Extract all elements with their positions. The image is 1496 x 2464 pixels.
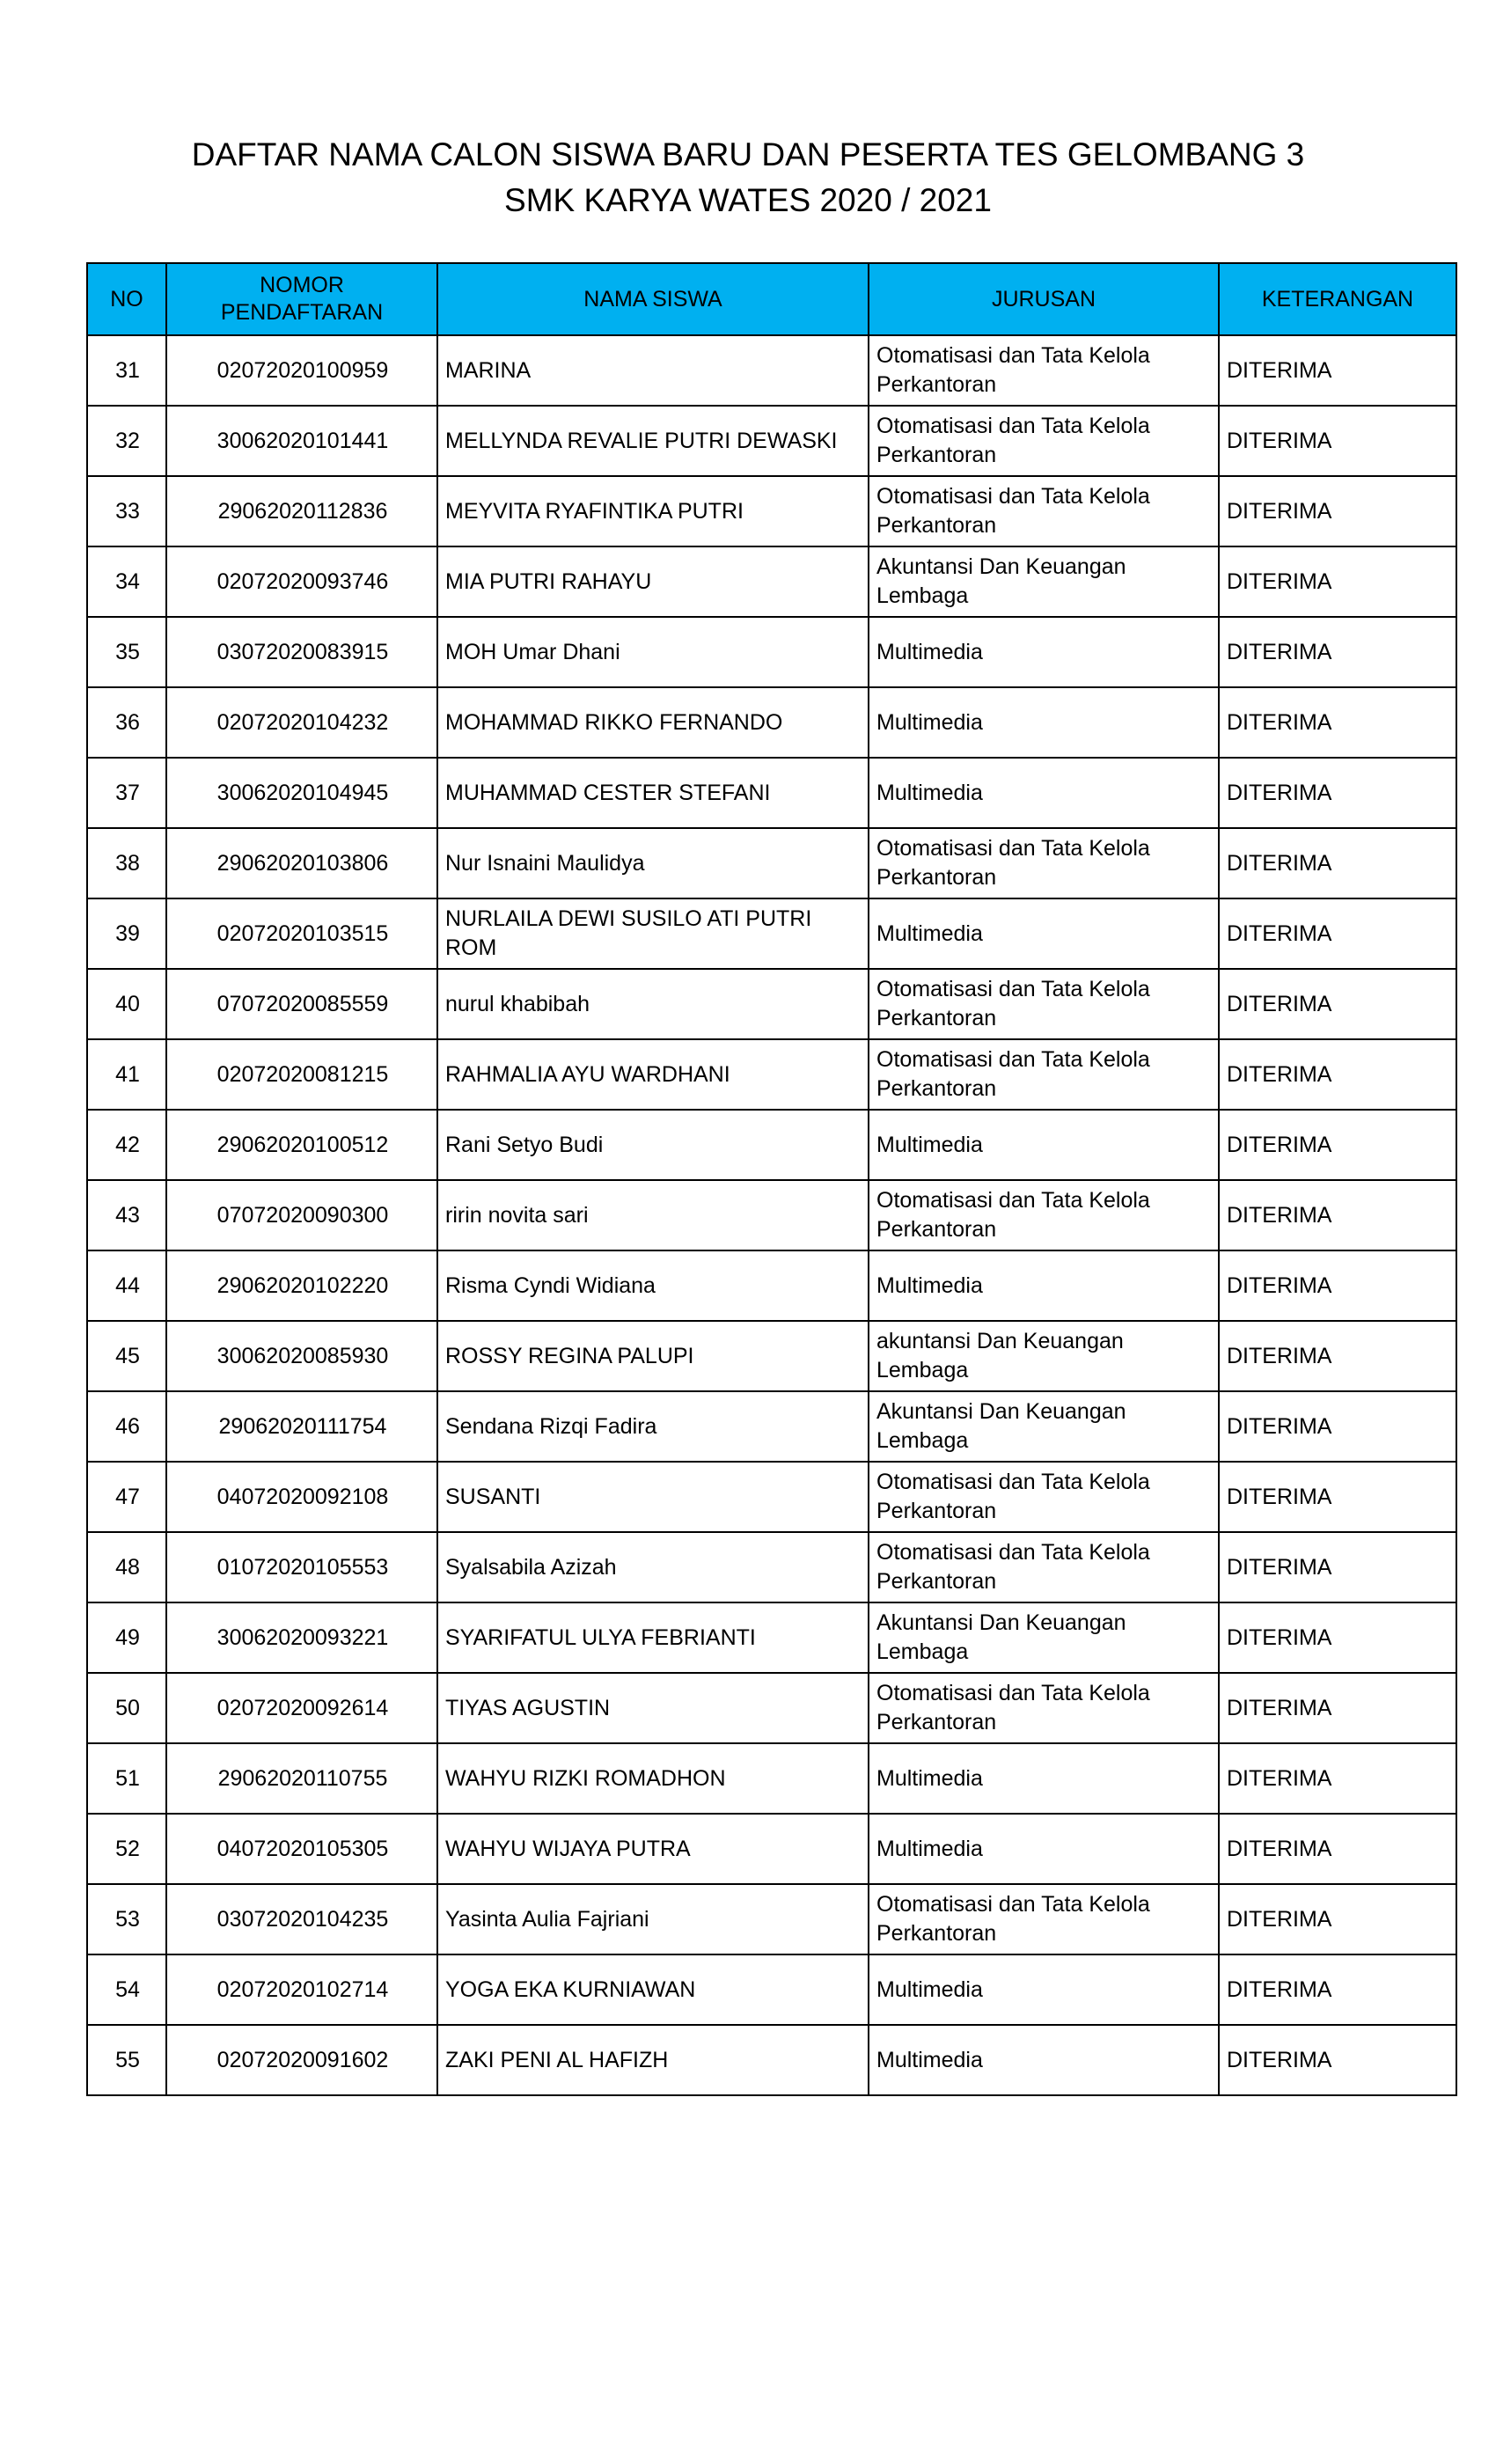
cell-nama: MEYVITA RYAFINTIKA PUTRI — [437, 476, 869, 546]
cell-nama: MOHAMMAD RIKKO FERNANDO — [437, 687, 869, 758]
table-row — [87, 1532, 1456, 1602]
cell-keterangan: DITERIMA — [1219, 1743, 1456, 1814]
cell-no: 42 — [87, 1110, 166, 1180]
cell-keterangan: DITERIMA — [1219, 1180, 1456, 1250]
table-row — [87, 2025, 1456, 2095]
header-no: NO — [87, 263, 166, 335]
cell-nomor: 29062020111754 — [166, 1391, 437, 1462]
cell-nomor: 02072020100959 — [166, 335, 437, 406]
cell-nomor: 02072020091602 — [166, 2025, 437, 2095]
cell-no: 44 — [87, 1250, 166, 1321]
cell-keterangan: DITERIMA — [1219, 898, 1456, 969]
cell-nama: RAHMALIA AYU WARDHANI — [437, 1039, 869, 1110]
cell-keterangan: DITERIMA — [1219, 1884, 1456, 1954]
cell-no: 36 — [87, 687, 166, 758]
cell-nama: Risma Cyndi Widiana — [437, 1250, 869, 1321]
table-row — [87, 1110, 1456, 1180]
cell-no: 38 — [87, 828, 166, 898]
cell-keterangan: DITERIMA — [1219, 1532, 1456, 1602]
cell-jurusan: Multimedia — [869, 2025, 1219, 2095]
cell-keterangan: DITERIMA — [1219, 1110, 1456, 1180]
cell-jurusan: Otomatisasi dan Tata Kelola Perkantoran — [869, 406, 1219, 476]
cell-jurusan: Multimedia — [869, 898, 1219, 969]
cell-keterangan: DITERIMA — [1219, 1039, 1456, 1110]
cell-no: 49 — [87, 1602, 166, 1673]
cell-nama: MIA PUTRI RAHAYU — [437, 546, 869, 617]
cell-no: 53 — [87, 1884, 166, 1954]
table-row — [87, 1884, 1456, 1954]
cell-nama: Syalsabila Azizah — [437, 1532, 869, 1602]
cell-jurusan: Otomatisasi dan Tata Kelola Perkantoran — [869, 828, 1219, 898]
table-row — [87, 1180, 1456, 1250]
cell-jurusan: Multimedia — [869, 1250, 1219, 1321]
cell-nama: ririn novita sari — [437, 1180, 869, 1250]
cell-keterangan: DITERIMA — [1219, 969, 1456, 1039]
cell-nomor: 29062020100512 — [166, 1110, 437, 1180]
cell-nama: MARINA — [437, 335, 869, 406]
cell-nomor: 30062020093221 — [166, 1602, 437, 1673]
cell-nama: ZAKI PENI AL HAFIZH — [437, 2025, 869, 2095]
cell-nomor: 30062020085930 — [166, 1321, 437, 1391]
cell-nama: MUHAMMAD CESTER STEFANI — [437, 758, 869, 828]
cell-nomor: 01072020105553 — [166, 1532, 437, 1602]
table-row — [87, 1250, 1456, 1321]
cell-no: 31 — [87, 335, 166, 406]
cell-jurusan: Multimedia — [869, 758, 1219, 828]
cell-keterangan: DITERIMA — [1219, 335, 1456, 406]
cell-jurusan: Otomatisasi dan Tata Kelola Perkantoran — [869, 1039, 1219, 1110]
cell-nama: ROSSY REGINA PALUPI — [437, 1321, 869, 1391]
table-row — [87, 1602, 1456, 1673]
table-row — [87, 1039, 1456, 1110]
cell-jurusan: akuntansi Dan Keuangan Lembaga — [869, 1321, 1219, 1391]
table-row — [87, 476, 1456, 546]
cell-nama: TIYAS AGUSTIN — [437, 1673, 869, 1743]
cell-nama: SYARIFATUL ULYA FEBRIANTI — [437, 1602, 869, 1673]
cell-jurusan: Multimedia — [869, 1814, 1219, 1884]
cell-no: 35 — [87, 617, 166, 687]
cell-keterangan: DITERIMA — [1219, 1673, 1456, 1743]
cell-nomor: 29062020112836 — [166, 476, 437, 546]
cell-nama: MOH Umar Dhani — [437, 617, 869, 687]
cell-nama: WAHYU RIZKI ROMADHON — [437, 1743, 869, 1814]
cell-keterangan: DITERIMA — [1219, 617, 1456, 687]
cell-nomor: 30062020101441 — [166, 406, 437, 476]
cell-nomor: 29062020110755 — [166, 1743, 437, 1814]
cell-jurusan: Akuntansi Dan Keuangan Lembaga — [869, 546, 1219, 617]
table-row — [87, 617, 1456, 687]
cell-keterangan: DITERIMA — [1219, 546, 1456, 617]
cell-no: 50 — [87, 1673, 166, 1743]
cell-jurusan: Multimedia — [869, 1743, 1219, 1814]
document-title — [0, 132, 1496, 224]
cell-keterangan: DITERIMA — [1219, 687, 1456, 758]
table-header-row — [87, 263, 1456, 335]
cell-jurusan: Akuntansi Dan Keuangan Lembaga — [869, 1602, 1219, 1673]
cell-keterangan: DITERIMA — [1219, 1462, 1456, 1532]
cell-no: 52 — [87, 1814, 166, 1884]
cell-jurusan: Otomatisasi dan Tata Kelola Perkantoran — [869, 1462, 1219, 1532]
table-row — [87, 758, 1456, 828]
cell-jurusan: Otomatisasi dan Tata Kelola Perkantoran — [869, 335, 1219, 406]
cell-nomor: 04072020092108 — [166, 1462, 437, 1532]
cell-nama: Yasinta Aulia Fajriani — [437, 1884, 869, 1954]
cell-no: 41 — [87, 1039, 166, 1110]
cell-jurusan: Otomatisasi dan Tata Kelola Perkantoran — [869, 1884, 1219, 1954]
students-table — [86, 262, 1457, 2096]
cell-no: 51 — [87, 1743, 166, 1814]
cell-no: 55 — [87, 2025, 166, 2095]
title-line-2: SMK KARYA WATES 2020 / 2021 — [504, 182, 992, 218]
cell-nomor: 03072020083915 — [166, 617, 437, 687]
cell-nomor: 03072020104235 — [166, 1884, 437, 1954]
header-nama-siswa: NAMA SISWA — [437, 263, 869, 335]
cell-jurusan: Multimedia — [869, 1110, 1219, 1180]
cell-keterangan: DITERIMA — [1219, 828, 1456, 898]
table-row — [87, 1673, 1456, 1743]
header-nomor-pendaftaran: NOMOR PENDAFTARAN — [166, 263, 437, 335]
table-row — [87, 1954, 1456, 2025]
cell-jurusan: Otomatisasi dan Tata Kelola Perkantoran — [869, 476, 1219, 546]
cell-no: 45 — [87, 1321, 166, 1391]
cell-keterangan: DITERIMA — [1219, 406, 1456, 476]
cell-nama: Nur Isnaini Maulidya — [437, 828, 869, 898]
cell-keterangan: DITERIMA — [1219, 2025, 1456, 2095]
table-row — [87, 1814, 1456, 1884]
cell-no: 47 — [87, 1462, 166, 1532]
cell-nomor: 29062020103806 — [166, 828, 437, 898]
cell-nomor: 02072020103515 — [166, 898, 437, 969]
cell-no: 46 — [87, 1391, 166, 1462]
cell-nama: NURLAILA DEWI SUSILO ATI PUTRI ROM — [437, 898, 869, 969]
table-row — [87, 1321, 1456, 1391]
table-row — [87, 546, 1456, 617]
cell-no: 54 — [87, 1954, 166, 2025]
cell-keterangan: DITERIMA — [1219, 1321, 1456, 1391]
cell-nama: Sendana Rizqi Fadira — [437, 1391, 869, 1462]
cell-nomor: 02072020104232 — [166, 687, 437, 758]
table-row — [87, 1462, 1456, 1532]
table-row — [87, 687, 1456, 758]
cell-no: 39 — [87, 898, 166, 969]
cell-jurusan: Multimedia — [869, 1954, 1219, 2025]
cell-jurusan: Multimedia — [869, 687, 1219, 758]
cell-nama: SUSANTI — [437, 1462, 869, 1532]
cell-nomor: 07072020085559 — [166, 969, 437, 1039]
cell-keterangan: DITERIMA — [1219, 1391, 1456, 1462]
table-body — [87, 335, 1456, 2095]
cell-jurusan: Akuntansi Dan Keuangan Lembaga — [869, 1391, 1219, 1462]
cell-nomor: 02072020092614 — [166, 1673, 437, 1743]
title-line-1: DAFTAR NAMA CALON SISWA BARU DAN PESERTA TES GELOMBANG 3 — [191, 136, 1305, 172]
cell-keterangan: DITERIMA — [1219, 1602, 1456, 1673]
cell-no: 43 — [87, 1180, 166, 1250]
cell-nama: WAHYU WIJAYA PUTRA — [437, 1814, 869, 1884]
cell-keterangan: DITERIMA — [1219, 1250, 1456, 1321]
cell-no: 48 — [87, 1532, 166, 1602]
cell-jurusan: Otomatisasi dan Tata Kelola Perkantoran — [869, 1180, 1219, 1250]
cell-no: 40 — [87, 969, 166, 1039]
cell-keterangan: DITERIMA — [1219, 476, 1456, 546]
cell-jurusan: Otomatisasi dan Tata Kelola Perkantoran — [869, 1532, 1219, 1602]
table-row — [87, 406, 1456, 476]
cell-no: 37 — [87, 758, 166, 828]
table-row — [87, 828, 1456, 898]
cell-keterangan: DITERIMA — [1219, 1954, 1456, 2025]
cell-no: 32 — [87, 406, 166, 476]
cell-nama: Rani Setyo Budi — [437, 1110, 869, 1180]
cell-nomor: 29062020102220 — [166, 1250, 437, 1321]
cell-nama: YOGA EKA KURNIAWAN — [437, 1954, 869, 2025]
table-row — [87, 898, 1456, 969]
cell-jurusan: Otomatisasi dan Tata Kelola Perkantoran — [869, 1673, 1219, 1743]
cell-keterangan: DITERIMA — [1219, 758, 1456, 828]
cell-nomor: 02072020102714 — [166, 1954, 437, 2025]
cell-nomor: 07072020090300 — [166, 1180, 437, 1250]
cell-jurusan: Multimedia — [869, 617, 1219, 687]
header-keterangan: KETERANGAN — [1219, 263, 1456, 335]
table-row — [87, 1743, 1456, 1814]
cell-nama: MELLYNDA REVALIE PUTRI DEWASKI — [437, 406, 869, 476]
cell-no: 34 — [87, 546, 166, 617]
cell-keterangan: DITERIMA — [1219, 1814, 1456, 1884]
cell-nomor: 30062020104945 — [166, 758, 437, 828]
cell-nomor: 04072020105305 — [166, 1814, 437, 1884]
cell-nomor: 02072020081215 — [166, 1039, 437, 1110]
table-row — [87, 1391, 1456, 1462]
cell-nama: nurul khabibah — [437, 969, 869, 1039]
cell-jurusan: Otomatisasi dan Tata Kelola Perkantoran — [869, 969, 1219, 1039]
cell-no: 33 — [87, 476, 166, 546]
header-jurusan: JURUSAN — [869, 263, 1219, 335]
cell-nomor: 02072020093746 — [166, 546, 437, 617]
table-row — [87, 969, 1456, 1039]
table-row — [87, 335, 1456, 406]
